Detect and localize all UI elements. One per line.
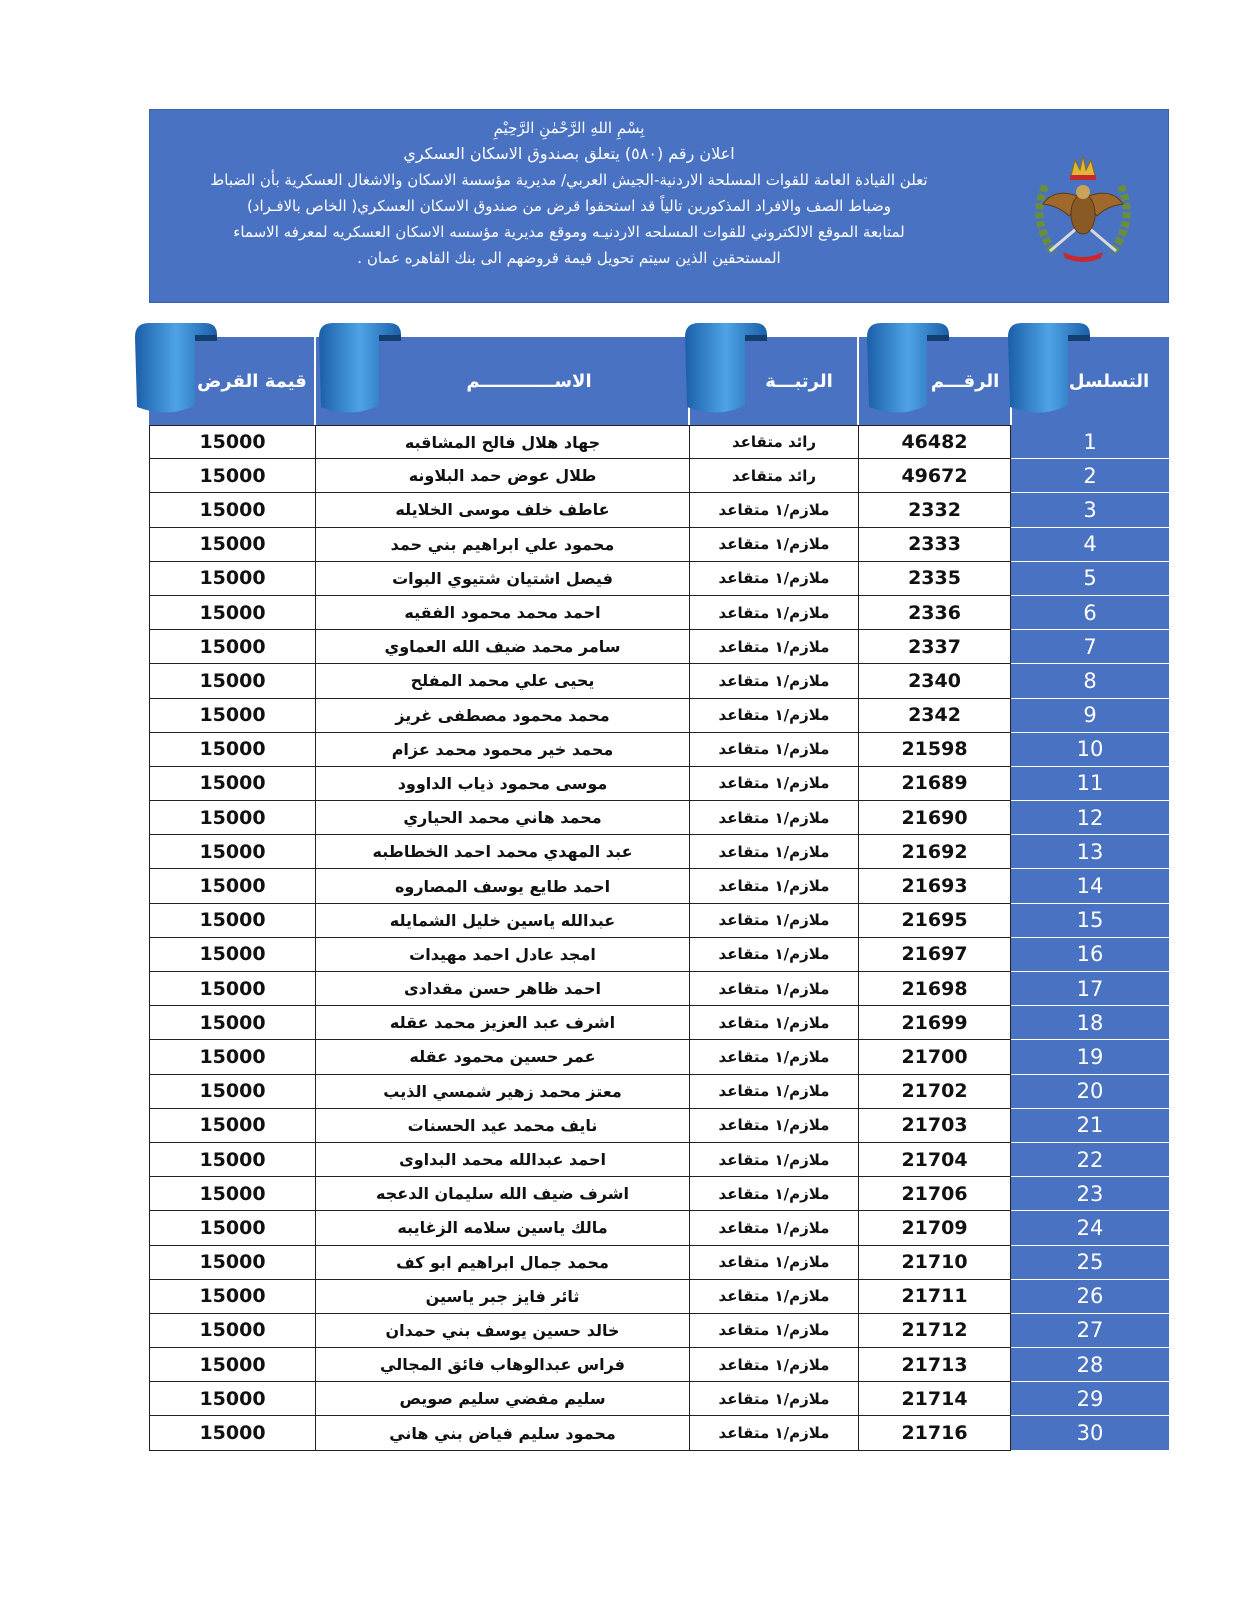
table-row <box>149 1109 1169 1143</box>
rank-cell: ملازم/١ متقاعد <box>689 699 858 733</box>
seq-cell: 30 <box>1011 1416 1169 1450</box>
name-cell: سامر محمد ضيف الله العماوي <box>315 630 689 664</box>
rank-cell: ملازم/١ متقاعد <box>689 801 858 835</box>
number-cell: 21695 <box>858 904 1011 938</box>
amount-cell: 15000 <box>149 528 315 562</box>
table-row <box>149 1246 1169 1280</box>
rank-cell: ملازم/١ متقاعد <box>689 562 858 596</box>
number-cell: 21697 <box>858 938 1011 972</box>
seq-cell: 18 <box>1011 1006 1169 1040</box>
seq-cell: 17 <box>1011 972 1169 1006</box>
table-row <box>149 528 1169 562</box>
name-cell: احمد عبدالله محمد البداوى <box>315 1143 689 1177</box>
number-cell: 21703 <box>858 1109 1011 1143</box>
number-cell: 2335 <box>858 562 1011 596</box>
number-cell: 21716 <box>858 1416 1011 1450</box>
number-cell: 2332 <box>858 493 1011 527</box>
table-row <box>149 733 1169 767</box>
column-header-seq: التسلسل <box>1068 370 1150 392</box>
amount-cell: 15000 <box>149 1280 315 1314</box>
table-row <box>149 1280 1169 1314</box>
announcement-title: اعلان رقم (٥٨٠) يتعلق بصندوق الاسكان العسكري <box>403 144 735 163</box>
rank-cell: ملازم/١ متقاعد <box>689 1075 858 1109</box>
amount-cell: 15000 <box>149 733 315 767</box>
seq-cell: 8 <box>1011 664 1169 698</box>
seq-cell: 16 <box>1011 938 1169 972</box>
table-row <box>149 1314 1169 1348</box>
table-row <box>149 1348 1169 1382</box>
amount-cell: 15000 <box>149 1416 315 1450</box>
amount-cell: 15000 <box>149 972 315 1006</box>
announcement-text <box>170 116 968 271</box>
amount-cell: 15000 <box>149 425 315 459</box>
table-row <box>149 596 1169 630</box>
announcement-line-1: تعلن القيادة العامة للقوات المسلحة الاردنية-الجيش العربي/ مديرية مؤسسة الاسكان والاشغال العسكرية بأن الضباط <box>210 171 928 189</box>
table-row <box>149 1211 1169 1245</box>
number-cell: 21706 <box>858 1177 1011 1211</box>
number-cell: 21693 <box>858 869 1011 903</box>
name-cell: عمر حسين محمود عقله <box>315 1040 689 1074</box>
amount-cell: 15000 <box>149 493 315 527</box>
amount-cell: 15000 <box>149 664 315 698</box>
name-cell: محمد جمال ابراهيم ابو كف <box>315 1246 689 1280</box>
rank-cell: ملازم/١ متقاعد <box>689 1006 858 1040</box>
column-header-name: الاســــــــــــم <box>466 370 592 392</box>
amount-cell: 15000 <box>149 1040 315 1074</box>
name-cell: محمد هاني محمد الحياري <box>315 801 689 835</box>
table-row <box>149 1143 1169 1177</box>
rank-cell: ملازم/١ متقاعد <box>689 869 858 903</box>
seq-cell: 9 <box>1011 699 1169 733</box>
table-row <box>149 664 1169 698</box>
table-row <box>149 1382 1169 1416</box>
seq-cell: 10 <box>1011 733 1169 767</box>
number-cell: 49672 <box>858 459 1011 493</box>
rank-cell: ملازم/١ متقاعد <box>689 1143 858 1177</box>
table-header <box>149 337 1169 425</box>
rank-cell: ملازم/١ متقاعد <box>689 1348 858 1382</box>
name-cell: فراس عبدالوهاب فائق المجالي <box>315 1348 689 1382</box>
amount-cell: 15000 <box>149 1314 315 1348</box>
table-row <box>149 493 1169 527</box>
seq-cell: 25 <box>1011 1246 1169 1280</box>
column-header-number: الرقـــم <box>930 370 1000 392</box>
column-header-amount: قيمة القرض <box>197 370 307 392</box>
number-cell: 21700 <box>858 1040 1011 1074</box>
announcement-line-2: وضباط الصف والافراد المذكورين تالياً قد استحقوا قرض من صندوق الاسكان العسكري( الخاص بالافـراد) <box>246 197 892 215</box>
table-row <box>149 938 1169 972</box>
amount-cell: 15000 <box>149 767 315 801</box>
rank-cell: ملازم/١ متقاعد <box>689 1040 858 1074</box>
name-cell: طلال عوض حمد البلاونه <box>315 459 689 493</box>
seq-cell: 12 <box>1011 801 1169 835</box>
table-row <box>149 699 1169 733</box>
seq-cell: 19 <box>1011 1040 1169 1074</box>
rank-cell: ملازم/١ متقاعد <box>689 664 858 698</box>
rank-cell: ملازم/١ متقاعد <box>689 1211 858 1245</box>
number-cell: 21713 <box>858 1348 1011 1382</box>
number-cell: 21598 <box>858 733 1011 767</box>
announcement-line-4: المستحقين الذين سيتم تحويل قيمة قروضهم الى بنك القاهره عمان . <box>357 249 781 267</box>
amount-cell: 15000 <box>149 1382 315 1416</box>
seq-cell: 6 <box>1011 596 1169 630</box>
name-cell: ثائر فايز جبر ياسين <box>315 1280 689 1314</box>
rank-cell: ملازم/١ متقاعد <box>689 938 858 972</box>
table-row <box>149 835 1169 869</box>
amount-cell: 15000 <box>149 904 315 938</box>
name-cell: محمد محمود مصطفى غريز <box>315 699 689 733</box>
seq-cell: 5 <box>1011 562 1169 596</box>
table-row <box>149 562 1169 596</box>
seq-cell: 1 <box>1011 425 1169 459</box>
number-cell: 21698 <box>858 972 1011 1006</box>
name-cell: معتز محمد زهير شمسي الذيب <box>315 1075 689 1109</box>
amount-cell: 15000 <box>149 1006 315 1040</box>
amount-cell: 15000 <box>149 869 315 903</box>
name-cell: عاطف خلف موسى الخلايله <box>315 493 689 527</box>
table-row <box>149 801 1169 835</box>
rank-cell: ملازم/١ متقاعد <box>689 904 858 938</box>
table-row <box>149 869 1169 903</box>
number-cell: 2337 <box>858 630 1011 664</box>
table-row <box>149 1040 1169 1074</box>
amount-cell: 15000 <box>149 699 315 733</box>
amount-cell: 15000 <box>149 1143 315 1177</box>
name-cell: محمد خير محمود محمد عزام <box>315 733 689 767</box>
rank-cell: ملازم/١ متقاعد <box>689 596 858 630</box>
rank-cell: ملازم/١ متقاعد <box>689 972 858 1006</box>
amount-cell: 15000 <box>149 1211 315 1245</box>
amount-cell: 15000 <box>149 1109 315 1143</box>
seq-cell: 7 <box>1011 630 1169 664</box>
amount-cell: 15000 <box>149 1075 315 1109</box>
column-header-rank: الرتبـــة <box>765 370 833 392</box>
name-cell: مالك ياسين سلامه الزغايبه <box>315 1211 689 1245</box>
rank-cell: ملازم/١ متقاعد <box>689 1280 858 1314</box>
seq-cell: 20 <box>1011 1075 1169 1109</box>
name-cell: موسى محمود ذياب الداوود <box>315 767 689 801</box>
jordan-armed-forces-emblem-icon <box>1025 146 1141 266</box>
seq-cell: 22 <box>1011 1143 1169 1177</box>
amount-cell: 15000 <box>149 459 315 493</box>
table-row <box>149 425 1169 459</box>
table-row <box>149 1177 1169 1211</box>
number-cell: 2342 <box>858 699 1011 733</box>
announcement-line-3: لمتابعة الموقع الالكتروني للقوات المسلحه الاردنيـه وموقع مديرية مؤسسه الاسكان العسكريه لمعرفه الاسماء <box>233 223 905 241</box>
rank-cell: ملازم/١ متقاعد <box>689 1246 858 1280</box>
name-cell: عبدالله ياسين خليل الشمايله <box>315 904 689 938</box>
number-cell: 21702 <box>858 1075 1011 1109</box>
number-cell: 21690 <box>858 801 1011 835</box>
rank-cell: ملازم/١ متقاعد <box>689 1177 858 1211</box>
number-cell: 21712 <box>858 1314 1011 1348</box>
table-row <box>149 459 1169 493</box>
name-cell: سليم مفضي سليم صويص <box>315 1382 689 1416</box>
seq-cell: 24 <box>1011 1211 1169 1245</box>
name-cell: محمود سليم فياض بني هاني <box>315 1416 689 1450</box>
name-cell: اشرف ضيف الله سليمان الدعجه <box>315 1177 689 1211</box>
name-cell: محمود علي ابراهيم بني حمد <box>315 528 689 562</box>
amount-cell: 15000 <box>149 1348 315 1382</box>
rank-cell: ملازم/١ متقاعد <box>689 1382 858 1416</box>
number-cell: 21709 <box>858 1211 1011 1245</box>
amount-cell: 15000 <box>149 562 315 596</box>
loan-table-body <box>149 425 1169 1451</box>
seq-cell: 2 <box>1011 459 1169 493</box>
table-row <box>149 630 1169 664</box>
name-cell: عبد المهدي محمد احمد الخطاطبه <box>315 835 689 869</box>
seq-cell: 27 <box>1011 1314 1169 1348</box>
number-cell: 2333 <box>858 528 1011 562</box>
table-row <box>149 1416 1169 1450</box>
announcement-banner <box>149 109 1169 303</box>
table-row <box>149 1075 1169 1109</box>
rank-cell: ملازم/١ متقاعد <box>689 767 858 801</box>
number-cell: 21714 <box>858 1382 1011 1416</box>
table-row <box>149 767 1169 801</box>
rank-cell: ملازم/١ متقاعد <box>689 1109 858 1143</box>
seq-cell: 3 <box>1011 493 1169 527</box>
name-cell: جهاد هلال فالح المشاقبه <box>315 425 689 459</box>
table-row <box>149 1006 1169 1040</box>
number-cell: 21689 <box>858 767 1011 801</box>
basmala: بِسْمِ اللهِ الرَّحْمٰنِ الرَّحِيْمِ <box>493 119 645 137</box>
seq-cell: 11 <box>1011 767 1169 801</box>
name-cell: احمد محمد محمود الفقيه <box>315 596 689 630</box>
name-cell: احمد طايع يوسف المصاروه <box>315 869 689 903</box>
rank-cell: ملازم/١ متقاعد <box>689 1314 858 1348</box>
seq-cell: 13 <box>1011 835 1169 869</box>
name-cell: احمد ظاهر حسن مقدادى <box>315 972 689 1006</box>
number-cell: 21699 <box>858 1006 1011 1040</box>
seq-cell: 28 <box>1011 1348 1169 1382</box>
number-cell: 2336 <box>858 596 1011 630</box>
seq-cell: 23 <box>1011 1177 1169 1211</box>
amount-cell: 15000 <box>149 835 315 869</box>
name-cell: فيصل اشتيان شتيوي البوات <box>315 562 689 596</box>
seq-cell: 15 <box>1011 904 1169 938</box>
amount-cell: 15000 <box>149 1177 315 1211</box>
seq-cell: 21 <box>1011 1109 1169 1143</box>
name-cell: يحيى علي محمد المفلح <box>315 664 689 698</box>
rank-cell: ملازم/١ متقاعد <box>689 528 858 562</box>
seq-cell: 29 <box>1011 1382 1169 1416</box>
number-cell: 2340 <box>858 664 1011 698</box>
seq-cell: 14 <box>1011 869 1169 903</box>
rank-cell: ملازم/١ متقاعد <box>689 1416 858 1450</box>
name-cell: خالد حسين يوسف بني حمدان <box>315 1314 689 1348</box>
amount-cell: 15000 <box>149 801 315 835</box>
rank-cell: ملازم/١ متقاعد <box>689 835 858 869</box>
number-cell: 46482 <box>858 425 1011 459</box>
rank-cell: رائد متقاعد <box>689 425 858 459</box>
rank-cell: ملازم/١ متقاعد <box>689 630 858 664</box>
amount-cell: 15000 <box>149 630 315 664</box>
table-row <box>149 904 1169 938</box>
rank-cell: رائد متقاعد <box>689 459 858 493</box>
number-cell: 21711 <box>858 1280 1011 1314</box>
amount-cell: 15000 <box>149 1246 315 1280</box>
seq-cell: 26 <box>1011 1280 1169 1314</box>
number-cell: 21704 <box>858 1143 1011 1177</box>
rank-cell: ملازم/١ متقاعد <box>689 733 858 767</box>
seq-cell: 4 <box>1011 528 1169 562</box>
amount-cell: 15000 <box>149 596 315 630</box>
name-cell: امجد عادل احمد مهيدات <box>315 938 689 972</box>
name-cell: اشرف عبد العزيز محمد عقله <box>315 1006 689 1040</box>
amount-cell: 15000 <box>149 938 315 972</box>
table-row <box>149 972 1169 1006</box>
number-cell: 21692 <box>858 835 1011 869</box>
name-cell: نايف محمد عيد الحسنات <box>315 1109 689 1143</box>
number-cell: 21710 <box>858 1246 1011 1280</box>
rank-cell: ملازم/١ متقاعد <box>689 493 858 527</box>
